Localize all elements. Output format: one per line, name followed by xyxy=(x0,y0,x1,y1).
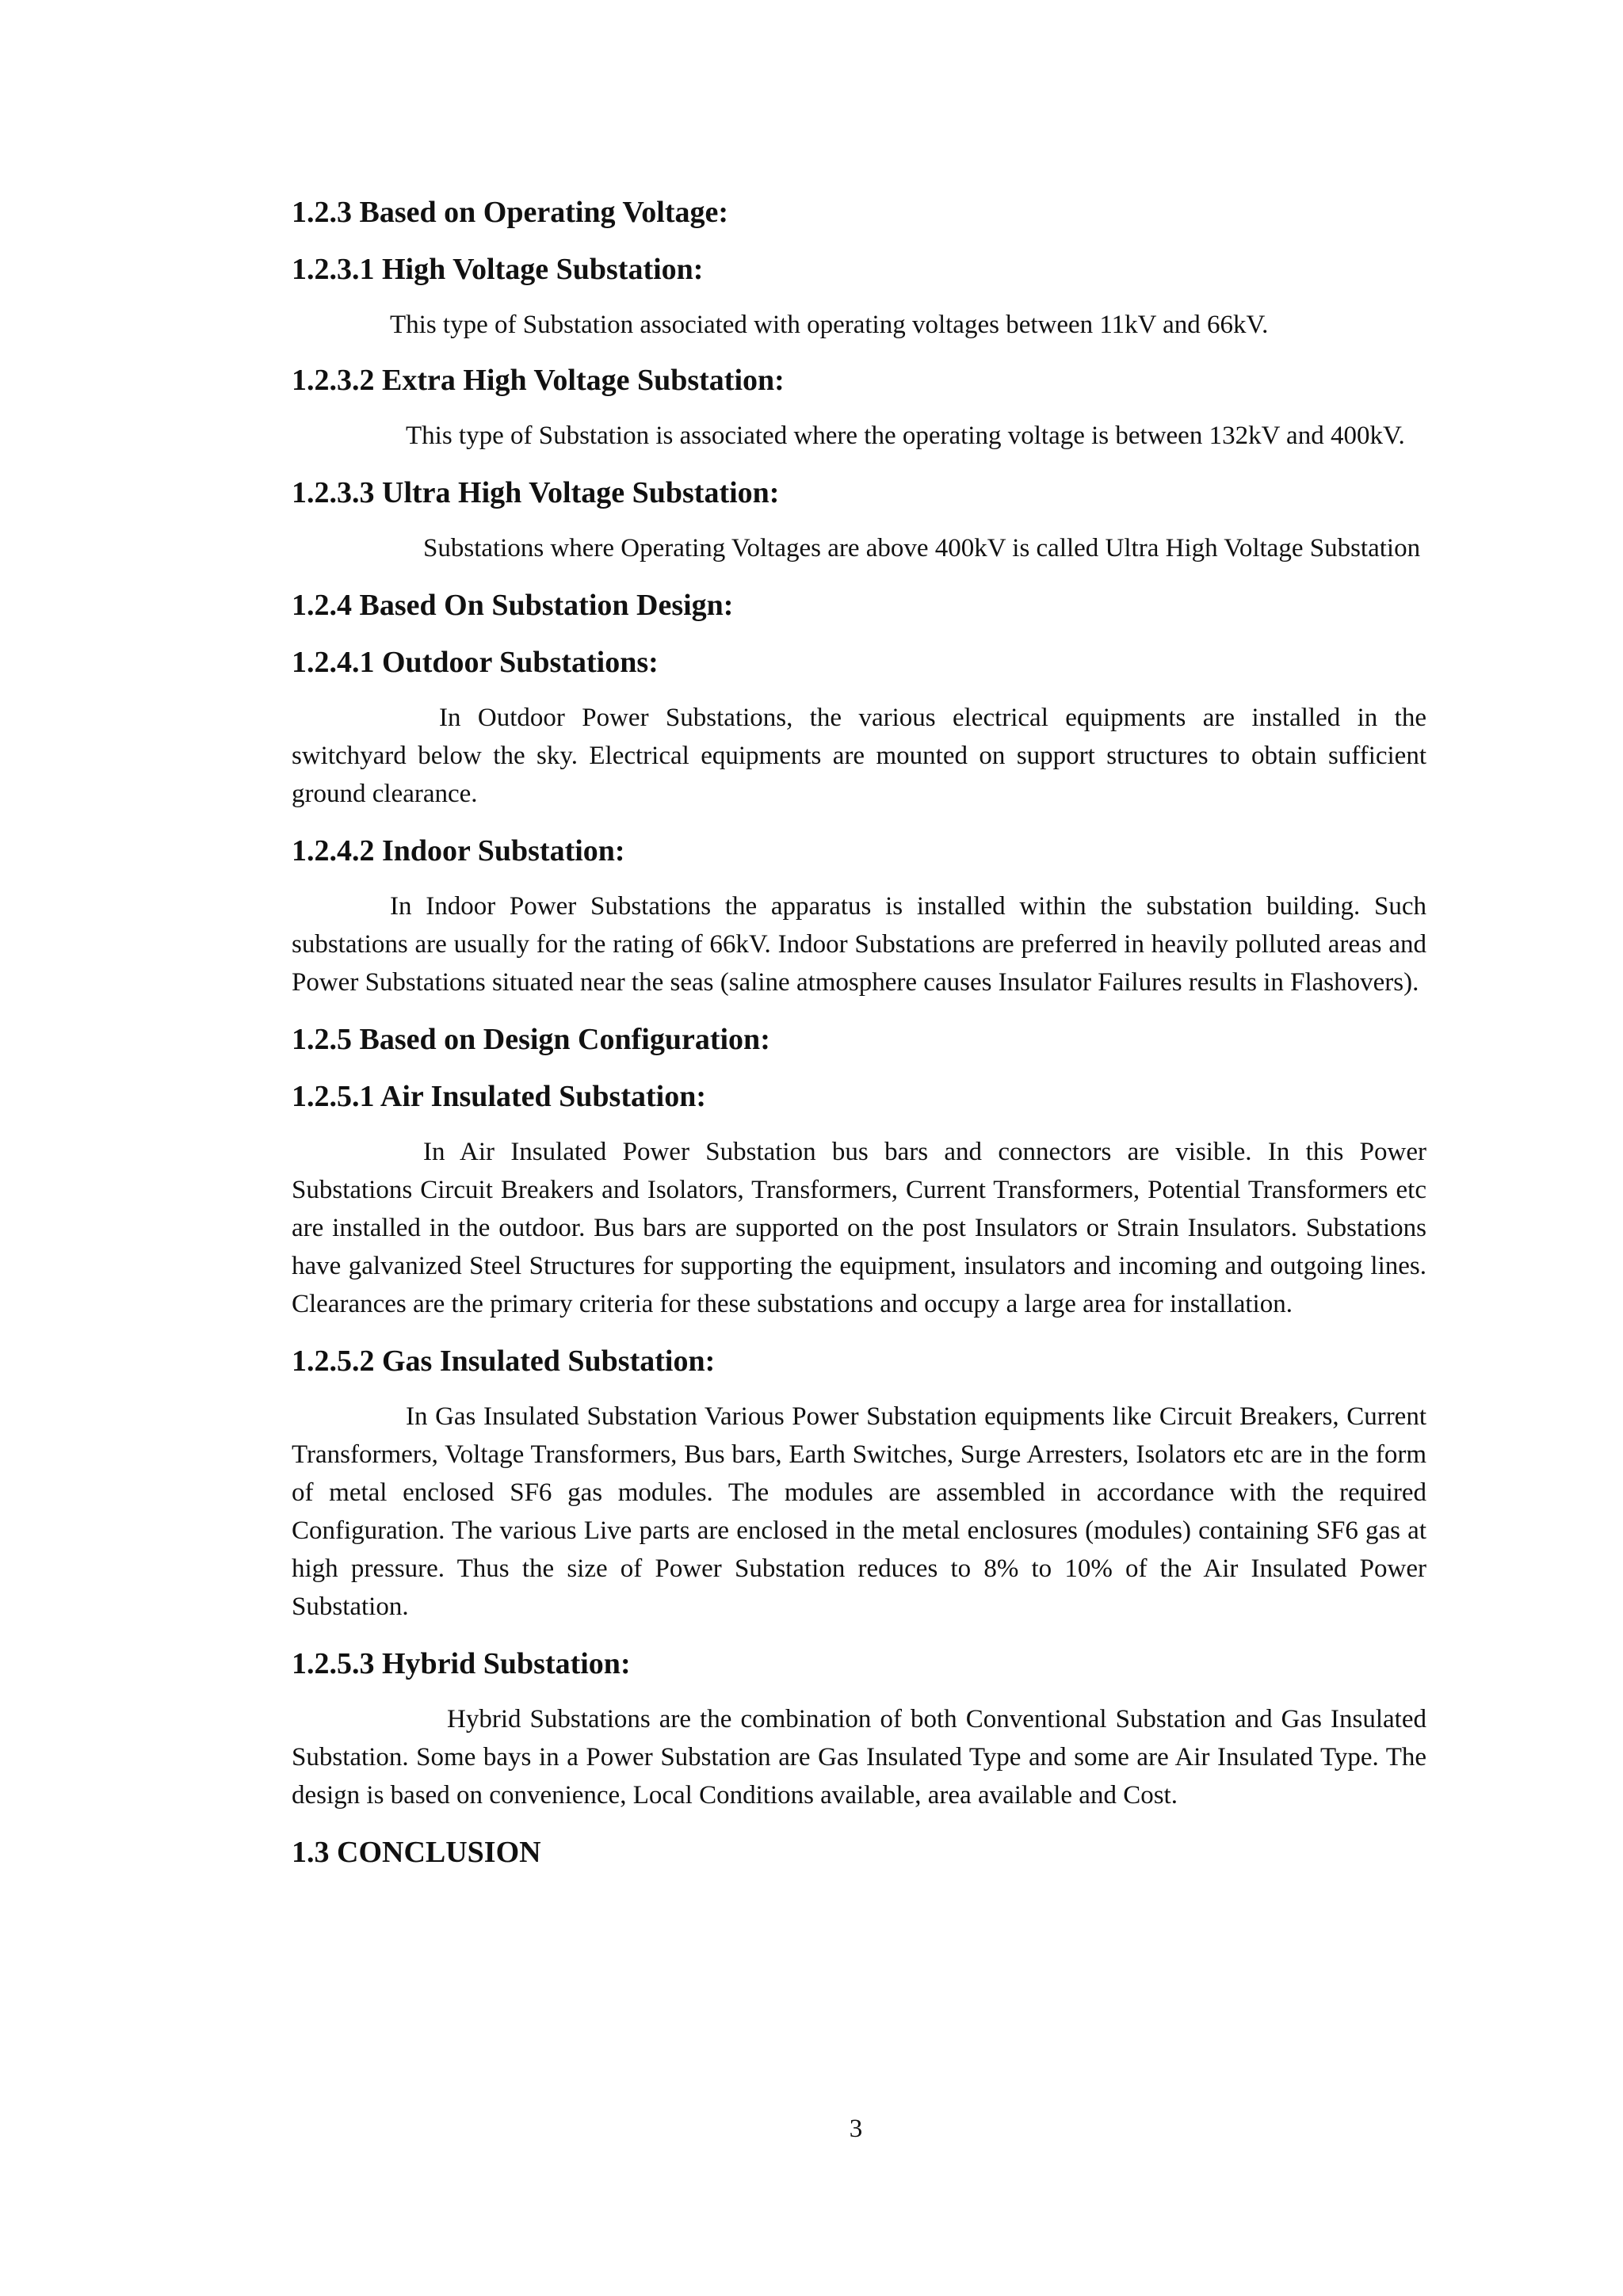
paragraph-high-voltage: This type of Substation associated with operating voltages between 11kV and 66kV. xyxy=(390,311,1269,339)
heading-1-2-5-2: 1.2.5.2 Gas Insulated Substation: xyxy=(292,1344,716,1378)
heading-1-2-5-3: 1.2.5.3 Hybrid Substation: xyxy=(292,1647,631,1680)
paragraph-gas-insulated-substation: In Gas Insulated Substation Various Power Substation equipments like Circuit Breakers, Current Transformers, Voltage Transformers, Bus bars, Earth Switches, Surge Arresters, Isolators etc are in the form of metal enclosed SF6 gas modules. The modules are assembled in accordance with the required Configuration. The various Live parts are enclosed in the metal enclosures (modules) containing SF6 gas at high pressure. Thus the size of Power Substation reduces to 8% to 10% of the Air Insulated Power Substation. xyxy=(292,1402,1426,1621)
page-content xyxy=(292,193,1426,1871)
paragraph-ultra-high-voltage: Substations where Operating Voltages are above 400kV is called Ultra High Voltage Substation xyxy=(423,534,1421,563)
paragraph-hybrid-substation: Hybrid Substations are the combination of both Conventional Substation and Gas Insulated Substation. Some bays in a Power Substation are Gas Insulated Type and some are Air Insulated Type. The design is based on convenience, Local Conditions available, area available and Cost. xyxy=(292,1705,1426,1810)
heading-1-2-5-1: 1.2.5.1 Air Insulated Substation: xyxy=(292,1080,706,1113)
paragraph-air-insulated-substation: In Air Insulated Power Substation bus bars and connectors are visible. In this Power Substations Circuit Breakers and Isolators, Transformers, Current Transformers, Potential Transformers etc are installed in the outdoor. Bus bars are supported on the post Insulators or Strain Insulators. Substations have galvanized Steel Structures for supporting the equipment, insulators and incoming and outgoing lines. Clearances are the primary criteria for these substations and occupy a large area for installation. xyxy=(292,1138,1426,1318)
heading-1-2-3: 1.2.3 Based on Operating Voltage: xyxy=(292,196,729,229)
heading-1-2-3-2: 1.2.3.2 Extra High Voltage Substation: xyxy=(292,364,785,397)
heading-1-3-conclusion: 1.3 CONCLUSION xyxy=(292,1836,541,1869)
page-number: 3 xyxy=(849,2115,863,2143)
paragraph-outdoor-substations: In Outdoor Power Substations, the various electrical equipments are installed in the switchyard below the sky. Electrical equipments are mounted on support structures to obtain sufficient ground clearance. xyxy=(292,704,1426,808)
heading-1-2-5: 1.2.5 Based on Design Configuration: xyxy=(292,1023,770,1056)
heading-1-2-3-3: 1.2.3.3 Ultra High Voltage Substation: xyxy=(292,476,780,509)
paragraph-indoor-substation: In Indoor Power Substations the apparatus is installed within the substation building. Such substations are usually for the rating of 66kV. Indoor Substations are preferred in heavily polluted areas and Power Substations situated near the seas (saline atmosphere causes Insulator Failures results in Flashovers). xyxy=(292,892,1426,997)
heading-1-2-4-2: 1.2.4.2 Indoor Substation: xyxy=(292,834,625,868)
paragraph-extra-high-voltage: This type of Substation is associated where the operating voltage is between 132kV and 400kV. xyxy=(406,421,1405,450)
heading-1-2-4-1: 1.2.4.1 Outdoor Substations: xyxy=(292,646,659,679)
heading-1-2-4: 1.2.4 Based On Substation Design: xyxy=(292,589,734,622)
heading-1-2-3-1: 1.2.3.1 High Voltage Substation: xyxy=(292,253,704,286)
